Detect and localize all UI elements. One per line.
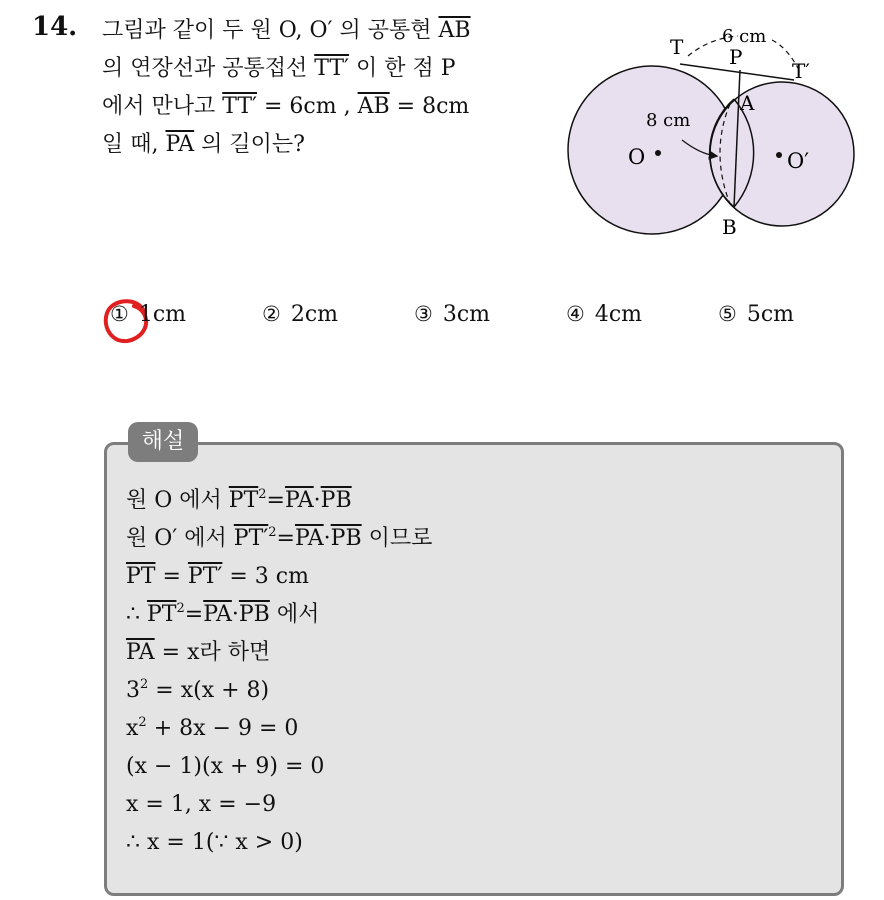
text: = x라 하면 xyxy=(154,640,271,665)
choice-text: 1cm xyxy=(138,302,187,327)
segment-ab: $\overline{AB}$ xyxy=(438,18,471,43)
segment-pb: $\overline{PB}$ xyxy=(320,488,352,513)
choice-text: 3cm xyxy=(442,302,491,327)
text: · xyxy=(313,488,321,513)
label-6cm: 6 cm xyxy=(722,26,767,47)
question-text xyxy=(102,12,542,164)
exponent: 2 xyxy=(140,677,149,692)
solution-line-9: x = 1, x = −9 xyxy=(126,792,277,817)
exponent: 2 xyxy=(258,487,267,502)
question-line-3 xyxy=(102,88,542,126)
segment-pa: $\overline{PA}$ xyxy=(165,132,195,157)
choice-mark: ② xyxy=(262,302,281,326)
solution-line-10: ∴ x = 1(∵ x > 0) xyxy=(126,830,303,855)
text: 에서 만나고 xyxy=(102,94,223,119)
segment-pt-prime: PT′ xyxy=(187,564,223,589)
text: · xyxy=(231,602,239,627)
solution-line-7 xyxy=(126,710,432,748)
question-line-2 xyxy=(102,50,542,88)
segment-pt: $\overline{PT}$ xyxy=(126,564,156,589)
choice-mark: ⑤ xyxy=(718,302,737,326)
answer-choices xyxy=(102,302,822,342)
text: = xyxy=(276,526,295,551)
text: 의 연장선과 공통접선 xyxy=(102,56,315,81)
choice-text: 4cm xyxy=(594,302,643,327)
text: 에서 xyxy=(269,602,320,627)
center-o-dot xyxy=(655,150,661,156)
solution-line-4 xyxy=(126,596,432,634)
choice-mark: ① xyxy=(110,302,129,326)
solution-tag: 해설 xyxy=(128,422,198,462)
text: · xyxy=(323,526,331,551)
solution-line-3 xyxy=(126,558,432,596)
question-line-4 xyxy=(102,126,542,164)
question-number: 14. xyxy=(32,12,78,42)
choice-text: 5cm xyxy=(746,302,795,327)
label-t-prime: T′ xyxy=(792,59,810,83)
text: + 8x − 9 = 0 xyxy=(146,716,299,741)
segment-pa: $\overline{PA}$ xyxy=(126,640,155,665)
choice-text: 2cm xyxy=(290,302,339,327)
text: = xyxy=(155,564,188,589)
label-a: A xyxy=(740,91,755,115)
solution-line-2 xyxy=(126,520,432,558)
text: 일 때, xyxy=(102,132,166,157)
solution-lines xyxy=(126,482,432,862)
choice-2[interactable] xyxy=(262,302,338,327)
segment-pa: $\overline{PA}$ xyxy=(284,488,314,513)
text: 그림과 같이 두 원 O, O′ 의 공통현 xyxy=(102,18,439,43)
text: = 8cm xyxy=(389,94,470,119)
segment-pt-prime: PT′ xyxy=(233,526,269,551)
segment-pb: $\overline{PB}$ xyxy=(330,526,362,551)
text: 원 O′ 에서 xyxy=(126,526,234,551)
segment-tt: TT′ xyxy=(222,94,258,119)
exponent: 2 xyxy=(176,601,185,616)
question-line-1 xyxy=(102,12,542,50)
geometry-figure xyxy=(560,22,860,244)
segment-pt: $\overline{PT}$ xyxy=(228,488,259,513)
label-t: T xyxy=(670,35,684,59)
choice-5[interactable] xyxy=(718,302,794,327)
segment-tt: TT′ xyxy=(314,56,350,81)
center-o-prime-dot xyxy=(776,152,782,158)
exponent: 2 xyxy=(138,715,147,730)
label-p: P xyxy=(729,45,743,69)
text: 이 한 점 P xyxy=(349,56,456,81)
exponent: 2 xyxy=(268,525,277,540)
choice-3[interactable] xyxy=(414,302,490,327)
text: = xyxy=(184,602,204,627)
text: = xyxy=(266,488,285,513)
segment-pt: $\overline{PT}$ xyxy=(147,602,177,627)
text: = x(x + 8) xyxy=(148,678,270,703)
label-8cm: 8 cm xyxy=(646,110,691,131)
segment-pb: $\overline{PB}$ xyxy=(238,602,270,627)
solution-line-8: (x − 1)(x + 9) = 0 xyxy=(126,754,325,779)
segment-pa: $\overline{PA}$ xyxy=(203,602,232,627)
choice-mark: ④ xyxy=(566,302,585,326)
segment-pa: $\overline{PA}$ xyxy=(294,526,324,551)
label-o: O xyxy=(628,145,646,169)
text: = 3 cm xyxy=(222,564,309,589)
segment-ab: $\overline{AB}$ xyxy=(357,94,390,119)
choice-mark: ③ xyxy=(414,302,433,326)
text: x xyxy=(126,716,139,741)
label-o-prime: O′ xyxy=(787,149,809,173)
text: ∴ xyxy=(126,602,147,627)
text: 3 xyxy=(126,678,140,703)
text: 이므로 xyxy=(361,526,433,551)
text: 원 O 에서 xyxy=(126,488,229,513)
text: = 6cm , xyxy=(257,94,358,119)
label-b: B xyxy=(722,215,737,239)
text: 의 길이는? xyxy=(194,132,305,157)
choice-4[interactable] xyxy=(566,302,642,327)
solution-line-1 xyxy=(126,482,432,520)
solution-line-5 xyxy=(126,634,432,672)
choice-1[interactable] xyxy=(110,302,186,327)
solution-line-6 xyxy=(126,672,432,710)
